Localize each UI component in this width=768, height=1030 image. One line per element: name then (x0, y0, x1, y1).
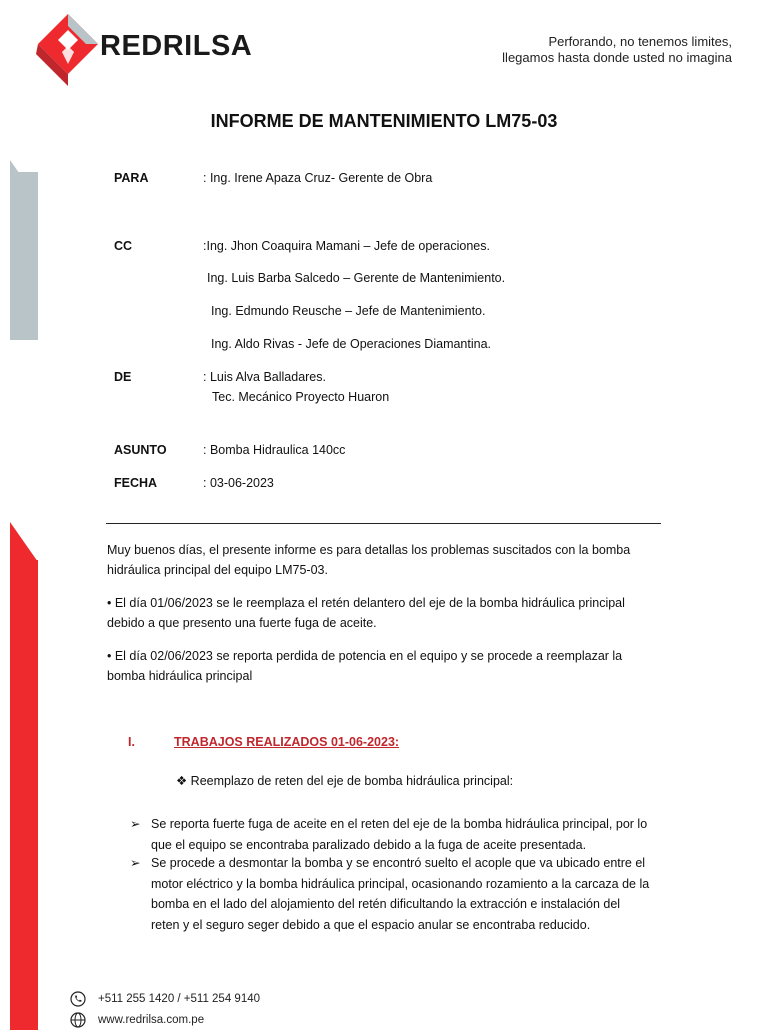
brand-name: REDRILSA (100, 30, 253, 62)
para-value: : Ing. Irene Apaza Cruz- Gerente de Obra (203, 171, 433, 185)
para-label: PARA (114, 171, 149, 185)
cc-value-2: Ing. Luis Barba Salcedo – Gerente de Mantenimiento. (207, 271, 506, 285)
cc-value-4: Ing. Aldo Rivas - Jefe de Operaciones Diamantina. (211, 337, 492, 351)
phone-icon (70, 991, 86, 1007)
de-label: DE (114, 370, 132, 384)
paragraph-day-1: • El día 01/06/2023 se le reemplaza el retén delantero del eje de la bomba hidráulica principal debido a que presento una fuerte fuga de aceite. (107, 596, 625, 630)
arrow-bullet-icon: ➢ (130, 856, 141, 870)
decorative-red-band-top (10, 522, 38, 562)
de-value-1: : Luis Alva Balladares. (203, 370, 326, 384)
asunto-label: ASUNTO (114, 443, 167, 457)
asunto-value: : Bomba Hidraulica 140cc (203, 443, 346, 457)
redrilsa-logo-icon (36, 12, 100, 88)
cc-label: CC (114, 239, 133, 253)
intro-paragraph: Muy buenos días, el presente informe es para detallas los problemas suscitados con la bomba hidráulica principal del equipo LM75-03. (107, 543, 631, 577)
brand-tagline: Perforando, no tenemos limites, llegamos hasta donde usted no imagina (502, 34, 732, 65)
footer-phone: +511 255 1420 / +511 254 9140 (70, 991, 260, 1007)
cc-value-1: :Ing. Jhon Coaquira Mamani – Jefe de operaciones. (203, 239, 490, 253)
decorative-gray-band (10, 172, 38, 340)
fecha-value: : 03-06-2023 (203, 476, 274, 490)
cc-value-3: Ing. Edmundo Reusche – Jefe de Mantenimiento. (211, 304, 486, 318)
section-number: I. (128, 735, 135, 749)
subheading: ❖ Reemplazo de reten del eje de bomba hidráulica principal: (176, 774, 514, 788)
footer-website: www.redrilsa.com.pe (70, 1012, 204, 1028)
horizontal-divider (106, 523, 661, 524)
fecha-label: FECHA (114, 476, 158, 490)
report-title: INFORME DE MANTENIMIENTO LM75-03 (210, 111, 558, 131)
decorative-red-band (10, 560, 38, 1030)
paragraph-day-2: • El día 02/06/2023 se reporta perdida de potencia en el equipo y se procede a reemplazar la bomba hidráulica principal (107, 649, 623, 683)
arrow-bullet-icon: ➢ (130, 817, 141, 831)
globe-icon (70, 1012, 86, 1028)
section-title: TRABAJOS REALIZADOS 01-06-2023: (174, 735, 400, 749)
de-value-2: Tec. Mecánico Proyecto Huaron (212, 390, 390, 404)
